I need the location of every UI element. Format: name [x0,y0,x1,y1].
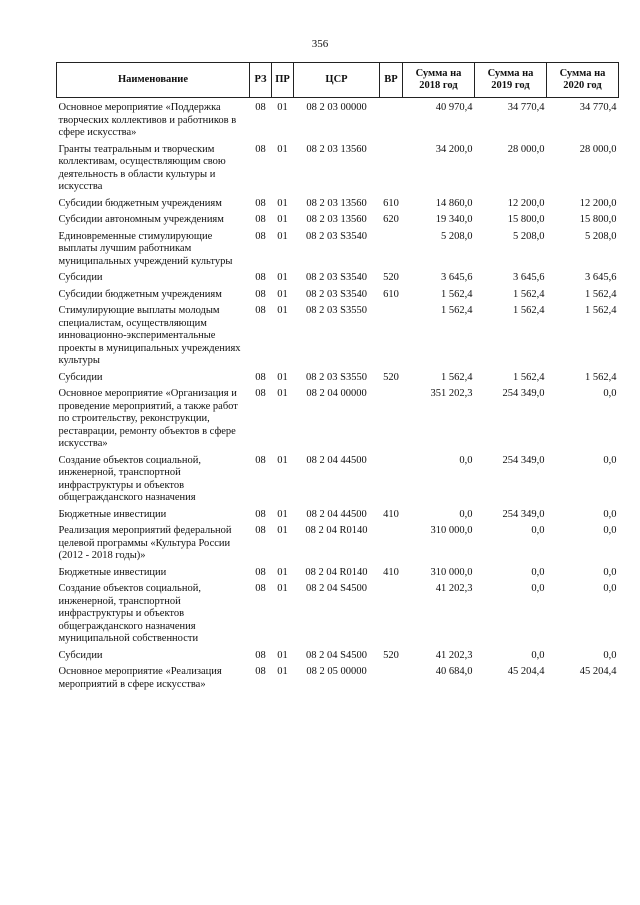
row-pr: 01 [277,566,288,578]
row-rz: 08 [255,288,266,300]
row-pr: 01 [277,214,288,225]
row-rz: 08 [255,649,266,661]
row-sum-2020: 45 204,4 [579,666,617,677]
row-name: Создание объектов социальной, инженерной, транспортной инфраструктуры и объектов общегражданского назначения муниципальной собственности [58,583,201,644]
row-name: Основное мероприятие «Поддержка творческих коллективов и работников в сфере искусства» [58,102,237,138]
row-name: Гранты театральным и творческим коллективам, осуществляющим свою деятельность в области культуры и искусства [58,143,226,192]
header-vr: ВР [380,63,403,98]
row-rz: 08 [255,454,266,466]
row-rz: 08 [255,305,266,316]
row-csr: 08 2 03 13560 [306,214,367,225]
row-sum-2019: 0,0 [531,566,545,578]
row-pr: 01 [277,388,288,399]
row-rz: 08 [255,508,266,520]
table-row [57,268,619,285]
row-pr: 01 [277,649,288,661]
page-number: 356 [311,38,329,50]
table-row [57,285,619,302]
table-row [57,521,619,563]
row-name: Субсидии [58,272,103,283]
row-csr: 08 2 03 S3540 [306,230,367,242]
row-csr: 08 2 03 S3550 [306,305,367,316]
row-sum-2018: 1 562,4 [441,371,473,383]
row-sum-2018: 5 208,0 [441,230,473,242]
header-rz: РЗ [250,63,272,98]
row-name: Создание объектов социальной, инженерной, транспортной инфраструктуры и объектов общегражданского назначения [58,454,201,503]
row-vr [380,140,403,194]
row-sum-2018: 40 970,4 [435,102,473,113]
row-name: Субсидии бюджетным учреждениям [58,288,222,300]
row-sum-2019: 34 770,4 [507,102,545,113]
row-rz: 08 [255,197,266,209]
row-name: Субсидии [58,371,103,383]
row-name: Основное мероприятие «Организация и проведение мероприятий, а также работ по строительству, реконструкции, реставрации, ремонту объектов в сфере искусства» [58,388,238,449]
row-sum-2019: 1 562,4 [513,371,545,383]
row-sum-2019: 0,0 [531,525,545,536]
row-sum-2019: 1 562,4 [513,288,545,300]
row-name: Стимулирующие выплаты молодым специалистам, осуществляющим инновационно-экспериментальные проекты в муниципальных учреждениях культуры [58,305,241,366]
row-rz: 08 [255,666,266,677]
table-row [57,579,619,646]
row-pr: 01 [277,666,288,677]
row-sum-2020: 0,0 [603,388,617,399]
header-sum-2020: Сумма на 2020 год [547,63,619,98]
header-pr: ПР [272,63,294,98]
row-vr: 620 [383,214,399,225]
table-row [57,194,619,211]
row-vr: 410 [383,566,399,578]
row-vr [380,521,403,563]
row-sum-2020: 0,0 [603,583,617,594]
row-rz: 08 [255,566,266,578]
row-vr [380,384,403,451]
table-row [57,368,619,385]
row-pr: 01 [277,230,288,242]
row-pr: 01 [277,102,288,113]
row-vr: 610 [383,288,399,300]
row-sum-2018: 351 202,3 [430,388,473,399]
row-pr: 01 [277,525,288,536]
row-sum-2019: 12 200,0 [507,197,545,209]
row-vr [380,662,403,691]
row-sum-2018: 34 200,0 [435,143,473,155]
row-sum-2019: 45 204,4 [507,666,545,677]
row-sum-2020: 12 200,0 [579,197,617,209]
row-csr: 08 2 03 S3550 [306,371,367,383]
row-csr: 08 2 03 13560 [306,143,367,155]
row-vr: 610 [383,197,399,209]
row-sum-2018: 19 340,0 [435,214,473,225]
row-sum-2019: 1 562,4 [513,305,545,316]
row-vr [380,579,403,646]
row-name: Субсидии [58,649,103,661]
row-csr: 08 2 04 R0140 [305,566,368,578]
row-vr: 520 [383,371,399,383]
table-row [57,646,619,663]
row-sum-2018: 14 860,0 [435,197,473,209]
table-row [57,563,619,580]
row-rz: 08 [255,102,266,113]
row-sum-2018: 40 684,0 [435,666,473,677]
row-vr: 520 [383,649,399,661]
row-pr: 01 [277,288,288,300]
row-sum-2020: 0,0 [603,649,617,661]
table-row [57,227,619,269]
row-csr: 08 2 04 44500 [306,454,367,466]
row-sum-2018: 1 562,4 [441,288,473,300]
row-csr: 08 2 04 R0140 [305,525,368,536]
row-sum-2020: 1 562,4 [585,371,617,383]
row-pr: 01 [277,583,288,594]
table-body [57,98,619,692]
row-pr: 01 [277,508,288,520]
row-rz: 08 [255,583,266,594]
row-name: Единовременные стимулирующие выплаты лучшим работникам муниципальных учреждений культуры [58,230,233,267]
table-row [57,662,619,691]
row-csr: 08 2 03 S3540 [306,272,367,283]
row-rz: 08 [255,214,266,225]
row-pr: 01 [277,272,288,283]
row-sum-2018: 41 202,3 [435,649,473,661]
row-vr [380,227,403,269]
budget-table [56,62,619,691]
row-csr: 08 2 03 S3540 [306,288,367,300]
row-sum-2019: 254 349,0 [502,454,545,466]
row-rz: 08 [255,371,266,383]
row-sum-2020: 1 562,4 [585,305,617,316]
table-row [57,505,619,522]
row-sum-2019: 0,0 [531,649,545,661]
row-sum-2019: 254 349,0 [502,388,545,399]
row-sum-2018: 3 645,6 [441,272,473,283]
header-sum-2018: Сумма на 2018 год [403,63,475,98]
row-rz: 08 [255,143,266,155]
row-sum-2018: 0,0 [459,454,473,466]
row-sum-2018: 0,0 [459,508,473,520]
row-vr [380,451,403,505]
row-vr [380,98,403,140]
row-csr: 08 2 03 13560 [306,197,367,209]
row-csr: 08 2 04 S4500 [306,649,367,661]
row-sum-2018: 1 562,4 [441,305,473,316]
row-sum-2020: 34 770,4 [579,102,617,113]
row-sum-2019: 5 208,0 [513,230,545,242]
row-sum-2018: 310 000,0 [430,525,473,536]
table-header-row [57,63,619,98]
row-vr [380,301,403,368]
row-pr: 01 [277,305,288,316]
row-sum-2020: 28 000,0 [579,143,617,155]
row-rz: 08 [255,525,266,536]
row-sum-2020: 15 800,0 [579,214,617,225]
header-name: Наименование [57,63,250,98]
row-sum-2019: 0,0 [531,583,545,594]
row-sum-2019: 254 349,0 [502,508,545,520]
row-name: Бюджетные инвестиции [58,566,167,578]
table-row [57,384,619,451]
row-rz: 08 [255,388,266,399]
row-vr: 520 [383,272,399,283]
row-pr: 01 [277,197,288,209]
row-vr: 410 [383,508,399,520]
table-row [57,451,619,505]
row-sum-2020: 0,0 [603,508,617,520]
row-sum-2019: 15 800,0 [507,214,545,225]
row-csr: 08 2 04 00000 [306,388,367,399]
row-sum-2020: 1 562,4 [585,288,617,300]
row-csr: 08 2 04 44500 [306,508,367,520]
row-sum-2020: 5 208,0 [585,230,617,242]
row-pr: 01 [277,143,288,155]
row-rz: 08 [255,272,266,283]
row-csr: 08 2 03 00000 [306,102,367,113]
row-name: Субсидии бюджетным учреждениям [58,197,222,209]
row-name: Бюджетные инвестиции [58,508,167,520]
row-pr: 01 [277,371,288,383]
table-row [57,140,619,194]
row-csr: 08 2 04 S4500 [306,583,367,594]
row-sum-2019: 28 000,0 [507,143,545,155]
row-name: Основное мероприятие «Реализация мероприятий в сфере искусства» [58,666,222,690]
table-row [57,301,619,368]
header-csr: ЦСР [294,63,380,98]
row-sum-2020: 3 645,6 [585,272,617,283]
row-name: Реализация мероприятий федеральной целевой программы «Культура России (2012 - 2018 годы)» [58,525,232,561]
row-csr: 08 2 05 00000 [306,666,367,677]
row-sum-2018: 310 000,0 [430,566,473,578]
table-row [57,210,619,227]
row-name: Субсидии автономным учреждениям [58,214,224,225]
row-sum-2018: 41 202,3 [435,583,473,594]
row-sum-2020: 0,0 [603,525,617,536]
header-sum-2019: Сумма на 2019 год [475,63,547,98]
row-sum-2019: 3 645,6 [513,272,545,283]
row-pr: 01 [277,454,288,466]
row-sum-2020: 0,0 [603,566,617,578]
table-row [57,98,619,140]
row-sum-2020: 0,0 [603,454,617,466]
row-rz: 08 [255,230,266,242]
